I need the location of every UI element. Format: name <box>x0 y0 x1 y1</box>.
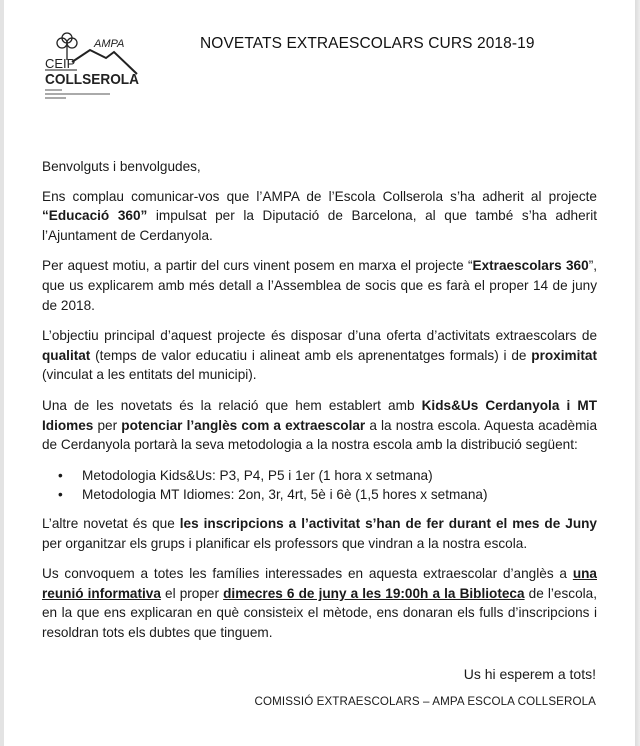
text: a la nostra escola. Aquesta acadèmia de Cerdanyola portarà la seva metodologia a la nostra escola amb la distribució següent: <box>42 417 598 453</box>
bold-text: qualitat <box>42 347 91 363</box>
text: ”, que us explicarem amb més detall a l’Assemblea de socis que es farà el proper 14 de juny de 2018. <box>42 258 597 313</box>
closing-line: Us hi esperem a tots! <box>463 666 596 682</box>
bullet-icon: • <box>58 467 63 483</box>
signature: COMISSIÓ EXTRAESCOLARS – AMPA ESCOLA COLLSEROLA <box>254 695 596 708</box>
text: Una de les novetats és la relació que hem establert amb <box>42 397 422 413</box>
logo-ceip: CEIP <box>45 56 76 71</box>
paragraph-reunio <box>42 564 597 642</box>
methodology-list <box>42 466 597 505</box>
list-item-text: Metodologia Kids&Us: P3, P4, P5 i 1er (1 hora x setmana) <box>82 467 433 483</box>
bold-text: les inscripcions a l’activitat s’han de fer durant el mes de Juny <box>179 515 597 531</box>
paragraph-extraescolars-360 <box>42 256 597 315</box>
ampa-collserola-logo <box>42 30 142 110</box>
text: per organitzar els grups i planificar els professors que vindran a la nostra escola. <box>42 535 528 551</box>
list-item <box>58 485 597 505</box>
meeting-highlight: una reunió informativa <box>42 566 597 601</box>
text: (temps de valor educatiu i alineat amb els aprenentatges formals) i de <box>90 347 532 363</box>
text: Us convoquem a totes les famílies interessades en aquesta extraescolar d’anglès a <box>42 566 573 582</box>
meeting-date-highlight: dimecres 6 de juny a les 19:00h a la Biblioteca <box>223 585 525 601</box>
logo-collserola: COLLSEROLA <box>45 71 140 88</box>
text: impulsat per la Diputació de Barcelona, al que també s’ha adherit l’Ajuntament de Cerdanyola. <box>42 208 597 243</box>
letter-body <box>42 157 597 653</box>
greeting: Benvolguts i benvolgudes, <box>42 159 201 174</box>
text: per <box>93 417 122 433</box>
text: (vinculat a les entitats del municipi). <box>42 367 257 383</box>
bullet-icon: • <box>58 487 63 503</box>
text: L’objectiu principal d’aquest projecte és disposar d’una oferta d’activitats extraescolars de <box>42 328 597 344</box>
page-edge-right <box>635 0 640 746</box>
paragraph-novetats <box>42 396 597 455</box>
paragraph-objectiu <box>42 326 597 385</box>
text: L’altre novetat és que <box>42 515 180 531</box>
logo-ampa: AMPA <box>94 38 125 50</box>
logo-subtitle-lines <box>45 90 110 98</box>
text: Per aquest motiu, a partir del curs vinent posem en marxa el projecte “ <box>42 258 473 274</box>
text: de l’escola, en la que ens explicaran en què consisteix el mètode, ens donaran els fulls d’inscripcions i resoldran tots els dubtes que tinguem. <box>42 585 597 640</box>
page-edge-left <box>0 0 4 746</box>
bold-text: Extraescolars 360 <box>472 258 589 274</box>
bold-text: proximitat <box>531 347 597 363</box>
list-item <box>58 466 597 486</box>
bold-text: potenciar l’anglès com a extraescolar <box>121 417 366 433</box>
text: el proper <box>160 585 224 601</box>
bold-text: “Educació 360” <box>42 208 148 224</box>
paragraph-inscripcions <box>42 514 597 553</box>
paragraph-educacio-360 <box>42 187 597 246</box>
document-title: NOVETATS EXTRAESCOLARS CURS 2018-19 <box>200 35 535 52</box>
text: Ens complau comunicar-vos que l’AMPA de l’Escola Collserola s’ha adherit al projecte <box>42 188 597 204</box>
bold-text: Kids&Us Cerdanyola i MT Idiomes <box>42 397 597 433</box>
list-item-text: Metodologia MT Idiomes: 2on, 3r, 4rt, 5è i 6è (1,5 hores x setmana) <box>82 487 488 503</box>
